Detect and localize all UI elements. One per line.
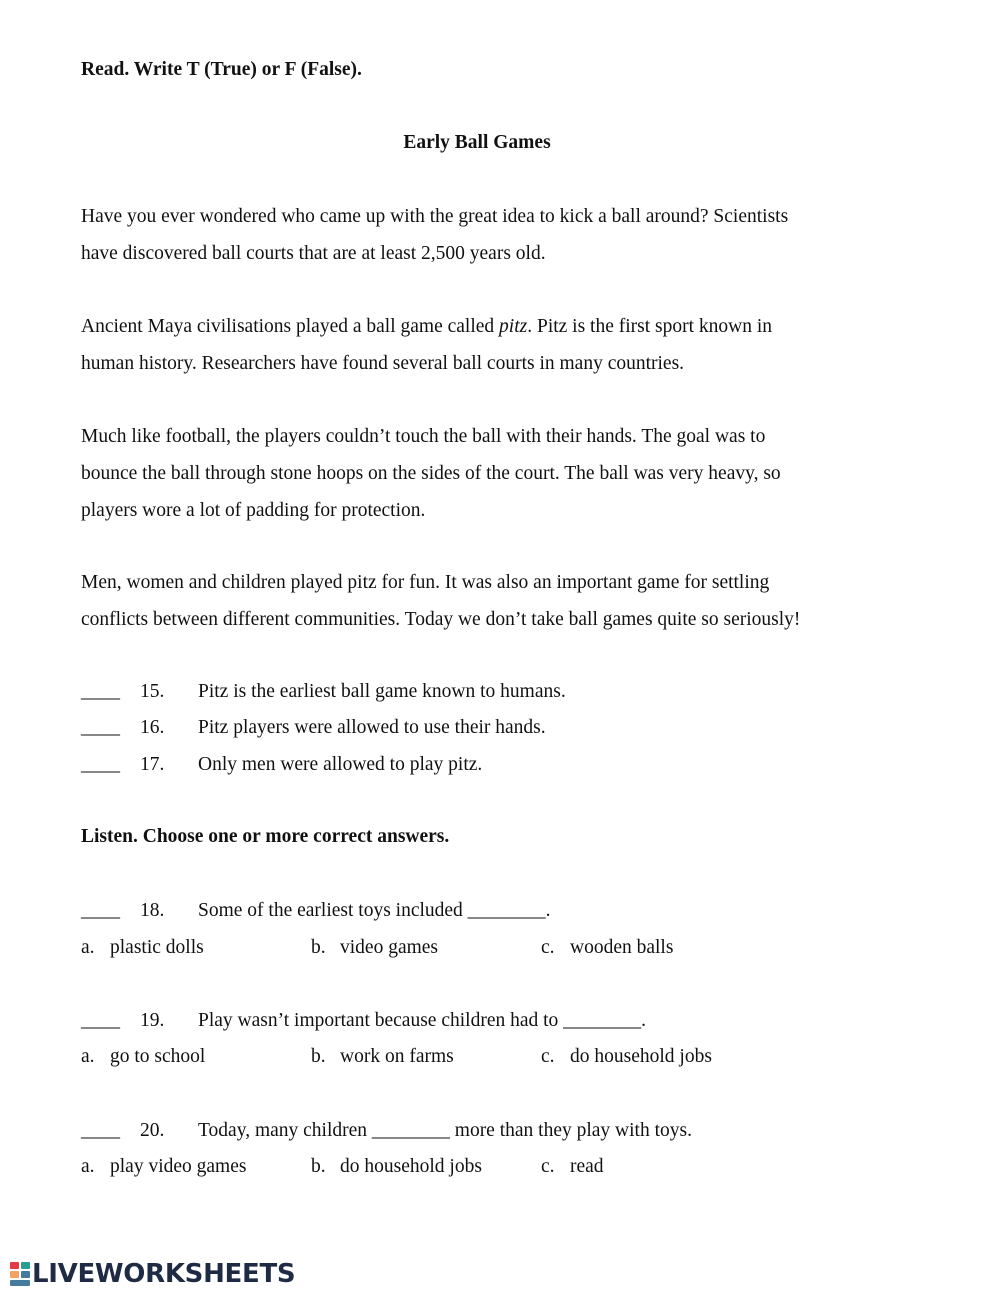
option-text: go to school <box>110 1046 206 1067</box>
logo-text: LIVEWORKSHEETS <box>32 1259 296 1289</box>
instructions-listen: Listen. Choose one or more correct answers. <box>81 826 450 847</box>
logo-blocks-icon <box>10 1262 30 1286</box>
question-number: 19. <box>140 1010 165 1031</box>
option-label: c. <box>541 937 555 958</box>
paragraph-line: Have you ever wondered who came up with the great idea to kick a ball around? Scientists <box>81 206 789 227</box>
option-19-a[interactable] <box>81 1045 205 1069</box>
option-label: c. <box>541 1156 555 1177</box>
paragraph-line: Men, women and children played pitz for fun. It was also an important game for settling <box>81 572 770 593</box>
paragraph-4 <box>81 564 921 638</box>
option-18-c[interactable] <box>541 936 673 960</box>
option-text: plastic dolls <box>110 937 204 958</box>
text-segment: . Pitz is the first sport known in <box>527 316 773 337</box>
option-20-a[interactable] <box>81 1155 246 1179</box>
paragraph-line: have discovered ball courts that are at least 2,500 years old. <box>81 243 546 264</box>
paragraph-line: Much like football, the players couldn’t touch the ball with their hands. The goal was to <box>81 426 766 447</box>
paragraph-3 <box>81 418 921 529</box>
option-label: b. <box>311 1046 326 1067</box>
question-text: Only men were allowed to play pitz. <box>198 754 483 775</box>
question-text: Play wasn’t important because children had to ________. <box>198 1010 647 1031</box>
question-text: Pitz is the earliest ball game known to humans. <box>198 681 566 702</box>
option-text: do household jobs <box>570 1046 712 1067</box>
option-18-a[interactable] <box>81 936 204 960</box>
option-text: read <box>570 1156 604 1177</box>
option-text: play video games <box>110 1156 247 1177</box>
question-number: 17. <box>140 754 165 775</box>
paragraph-line: human history. Researchers have found several ball courts in many countries. <box>81 353 685 374</box>
paragraph-line <box>81 308 921 345</box>
question-text: Pitz players were allowed to use their hands. <box>198 717 546 738</box>
option-label: a. <box>81 1156 95 1177</box>
question-number: 15. <box>140 681 165 702</box>
option-19-b[interactable] <box>311 1045 454 1069</box>
question-number: 20. <box>140 1120 165 1141</box>
option-text: wooden balls <box>570 937 674 958</box>
question-number: 16. <box>140 717 165 738</box>
answer-blank[interactable]: ____ <box>81 754 120 775</box>
option-label: c. <box>541 1046 555 1067</box>
answer-blank[interactable]: ____ <box>81 1120 120 1141</box>
paragraph-line: conflicts between different communities. Today we don’t take ball games quite so seriously! <box>81 609 801 630</box>
paragraph-line: bounce the ball through stone hoops on the sides of the court. The ball was very heavy, so <box>81 463 781 484</box>
option-20-c[interactable] <box>541 1155 604 1179</box>
answer-blank[interactable]: ____ <box>81 717 120 738</box>
option-19-c[interactable] <box>541 1045 712 1069</box>
answer-blank[interactable]: ____ <box>81 1010 120 1031</box>
option-label: b. <box>311 1156 326 1177</box>
option-20-b[interactable] <box>311 1155 482 1179</box>
instructions-true-false: Read. Write T (True) or F (False). <box>81 59 362 80</box>
option-text: video games <box>340 937 439 958</box>
question-text: Some of the earliest toys included ________. <box>198 900 551 921</box>
option-18-b[interactable] <box>311 936 438 960</box>
question-number: 18. <box>140 900 165 921</box>
italic-term: pitz <box>499 316 528 337</box>
paragraph-line: players wore a lot of padding for protection. <box>81 500 426 521</box>
question-text: Today, many children ________ more than they play with toys. <box>198 1120 692 1141</box>
option-label: a. <box>81 937 95 958</box>
answer-blank[interactable]: ____ <box>81 900 120 921</box>
paragraph-1 <box>81 198 921 272</box>
text-segment: Ancient Maya civilisations played a ball game called <box>81 316 500 337</box>
passage-title: Early Ball Games <box>403 132 551 153</box>
option-text: work on farms <box>340 1046 454 1067</box>
answer-blank[interactable]: ____ <box>81 681 120 702</box>
option-label: a. <box>81 1046 95 1067</box>
option-label: b. <box>311 937 326 958</box>
option-text: do household jobs <box>340 1156 482 1177</box>
paragraph-2 <box>81 308 921 382</box>
